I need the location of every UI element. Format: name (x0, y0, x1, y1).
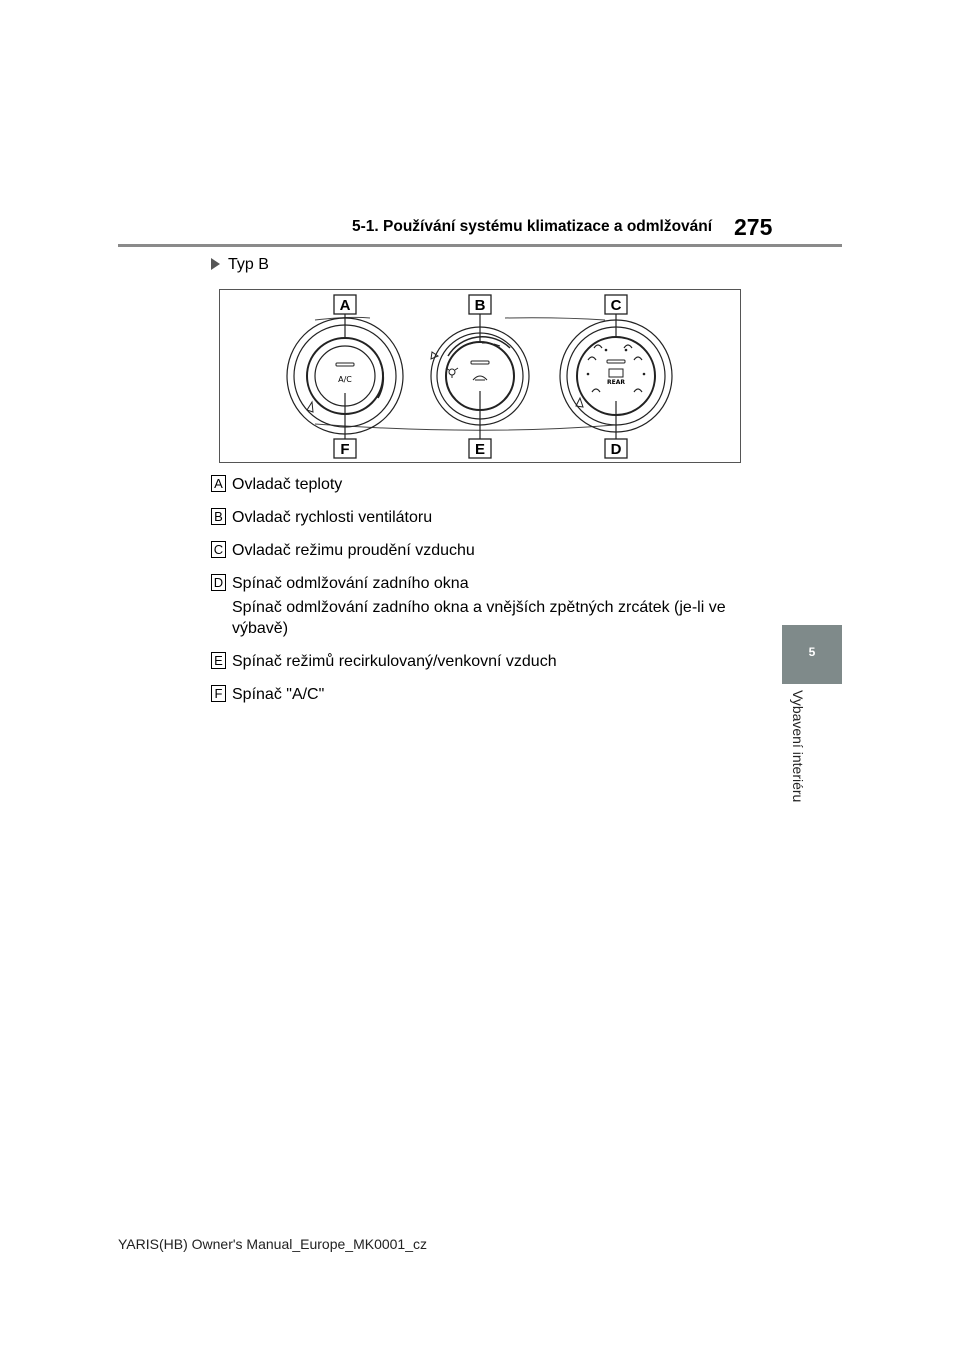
callout-b: B (474, 297, 486, 314)
footer-manual-id: YARIS(HB) Owner's Manual_Europe_MK0001_cz (118, 1236, 427, 1252)
legend-item-b (211, 507, 751, 528)
callout-e: E (474, 441, 486, 458)
legend-item-c (211, 540, 751, 561)
rear-label: REAR (607, 379, 625, 386)
legend-letter: C (211, 541, 226, 558)
section-title: 5-1. Používání systému klimatizace a odmlžování (352, 218, 713, 235)
climate-control-panel-illustration (220, 290, 740, 462)
callout-c: C (610, 297, 622, 314)
callout-f: F (340, 441, 350, 458)
legend-text: Ovladač teploty (232, 476, 343, 493)
climate-control-figure (219, 289, 741, 463)
triangle-bullet-icon (211, 258, 220, 270)
legend-text: Ovladač režimu proudění vzduchu (232, 542, 475, 559)
callout-a: A (339, 297, 351, 314)
legend-subtext: Spínač odmlžování zadního okna a vnějších zpětných zrcátek (je-li ve výbavě) (232, 599, 726, 637)
fan-icon (446, 368, 458, 378)
legend-letter: B (211, 508, 226, 525)
legend-item-e (211, 651, 751, 672)
legend-letter: D (211, 574, 226, 591)
type-label-text: Typ B (228, 256, 269, 273)
legend-text: Spínač odmlžování zadního okna (232, 575, 469, 592)
type-label (211, 256, 269, 274)
legend-item-f (211, 684, 751, 705)
legend-letter: E (211, 652, 226, 669)
legend-list (211, 474, 751, 717)
legend-text: Ovladač rychlosti ventilátoru (232, 509, 433, 526)
legend-text: Spínač režimů recirkulovaný/venkovní vzduch (232, 653, 557, 670)
rear-defogger-icon (609, 369, 623, 377)
chapter-title-vertical (786, 690, 810, 826)
legend-letter: F (211, 685, 226, 702)
legend-letter: A (211, 475, 226, 492)
panel-top-line-right (505, 318, 605, 320)
legend-item-a (211, 474, 751, 495)
chapter-tab (782, 625, 842, 684)
recirculation-icon (473, 376, 487, 380)
chapter-number: 5 (808, 645, 816, 659)
chapter-title: Vybavení interiéru (790, 690, 806, 803)
callout-d: D (610, 441, 622, 458)
ac-label: A/C (338, 375, 352, 384)
header-rule (118, 244, 842, 247)
legend-text: Spínač "A/C" (232, 686, 325, 703)
page-number: 275 (734, 214, 773, 240)
legend-item-d (211, 573, 751, 639)
